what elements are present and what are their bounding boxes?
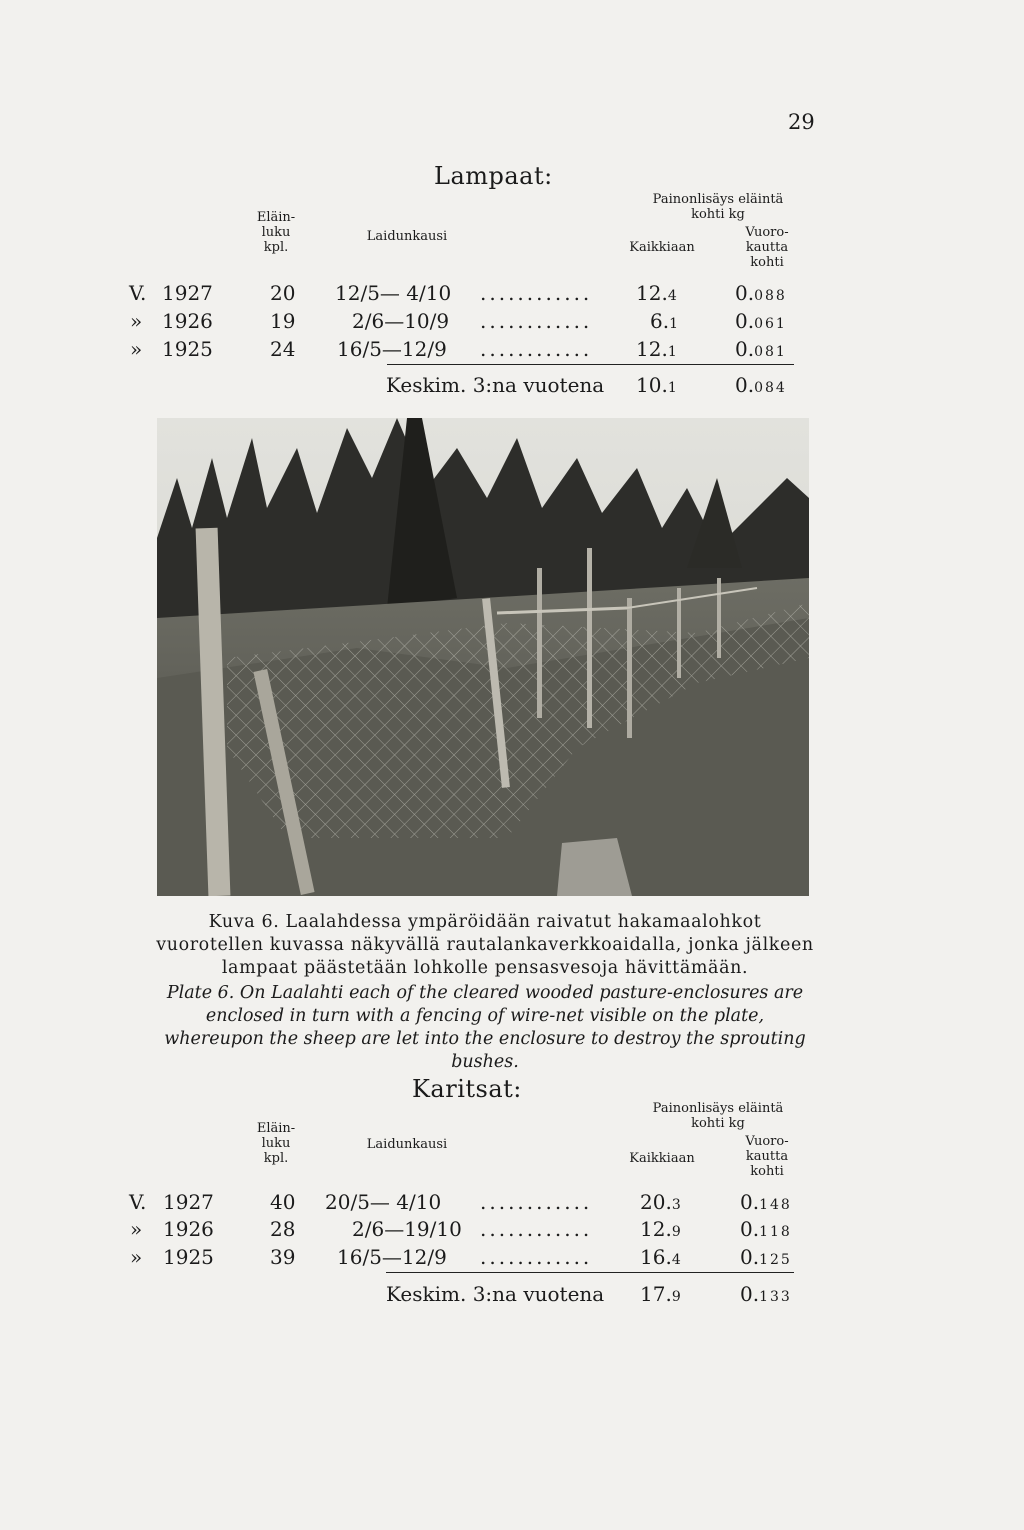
caption-finnish xyxy=(155,911,815,980)
row-per-dec: 061 xyxy=(754,316,787,332)
row-dots: ............ xyxy=(480,281,593,305)
caption-fi-text: Laalahdessa ympäröidään raivatut hakamaalohkot vuorotellen kuvassa näkyvällä rautalankaverkkoaidalla, jonka jälkeen lampaat päästetään lohkolle pensasvesoja hävittämään. xyxy=(156,912,814,978)
row-period: 2/6—10/9 xyxy=(352,309,450,333)
count-header-line2: luku xyxy=(261,225,291,240)
row-dots: ............ xyxy=(480,1245,593,1269)
per-day-line1: Vuoro- xyxy=(745,225,789,240)
row-count: 39 xyxy=(270,1245,296,1269)
sum-rule xyxy=(387,364,794,365)
count-header xyxy=(246,1121,306,1166)
average-label: Keskim. 3:na vuotena xyxy=(386,1282,605,1306)
average-total-dec: 1 xyxy=(667,380,679,396)
count-header-line2: luku xyxy=(261,1136,291,1151)
row-total-int: 12. xyxy=(636,281,668,305)
average-per-int: 0. xyxy=(740,1282,760,1306)
row-per-dec: 118 xyxy=(759,1224,792,1240)
row-dots: ............ xyxy=(480,1217,593,1241)
row-count: 19 xyxy=(270,309,296,333)
photo-caption xyxy=(155,911,815,1074)
photo-fenced-pasture xyxy=(157,418,809,896)
row-year: 1927 xyxy=(162,281,213,305)
period-header: Laidunkausi xyxy=(366,229,448,244)
row-per-int: 0. xyxy=(735,281,755,305)
row-total-dec: 1 xyxy=(667,344,679,360)
average-total-dec: 9 xyxy=(671,1289,683,1305)
row-year: 1926 xyxy=(162,309,213,333)
row-per-int: 0. xyxy=(735,309,755,333)
row-total-dec: 9 xyxy=(671,1224,683,1240)
row-period: 12/5— 4/10 xyxy=(335,281,452,305)
row-total-dec: 3 xyxy=(671,1197,683,1213)
sum-rule xyxy=(386,1272,794,1273)
row-per-dec: 148 xyxy=(759,1197,792,1213)
row-year: 1926 xyxy=(163,1217,214,1241)
row-total-dec: 4 xyxy=(671,1252,683,1268)
table-title-karitsat: Karitsat: xyxy=(412,1075,522,1103)
caption-english xyxy=(155,982,815,1074)
average-per-int: 0. xyxy=(735,373,755,397)
row-total-int: 12. xyxy=(640,1217,672,1241)
row-period: 16/5—12/9 xyxy=(337,337,447,361)
row-total-int: 16. xyxy=(640,1245,672,1269)
row-total-int: 20. xyxy=(640,1190,672,1214)
row-dots: ............ xyxy=(480,309,593,333)
row-prefix: V. xyxy=(129,281,147,305)
caption-fi-label: Kuva 6. xyxy=(208,912,280,932)
row-count: 24 xyxy=(270,337,296,361)
row-period: 20/5— 4/10 xyxy=(325,1190,442,1214)
gain-group-line2: kohti kg xyxy=(691,207,745,222)
count-header-line3: kpl. xyxy=(263,1151,289,1166)
photo-illustration xyxy=(157,418,809,896)
count-header-line1: Eläin- xyxy=(256,1121,296,1136)
row-count: 40 xyxy=(270,1190,296,1214)
row-dots: ............ xyxy=(480,1190,593,1214)
count-header-line3: kpl. xyxy=(263,240,289,255)
gain-group-line2: kohti kg xyxy=(691,1116,745,1131)
row-period: 2/6—19/10 xyxy=(352,1217,462,1241)
count-header xyxy=(246,210,306,255)
total-header: Kaikkiaan xyxy=(629,240,695,255)
average-label: Keskim. 3:na vuotena xyxy=(386,373,605,397)
count-header-line1: Eläin- xyxy=(256,210,296,225)
row-per-dec: 081 xyxy=(754,344,787,360)
average-total-int: 17. xyxy=(640,1282,672,1306)
row-per-dec: 125 xyxy=(759,1252,792,1268)
row-per-int: 0. xyxy=(740,1245,760,1269)
per-day-line2: kautta xyxy=(745,240,789,255)
gain-group-header xyxy=(648,1101,788,1131)
caption-en-text: On Laalahti each of the cleared wooded pasture-enclosures are enclosed in turn with a fencing of wire-net visible on the plate, whereupon the sheep are let into the enclosure to destroy the sprouting bushes. xyxy=(164,983,806,1072)
per-day-line2: kautta xyxy=(745,1149,789,1164)
row-prefix: » xyxy=(130,1245,143,1269)
row-prefix: » xyxy=(130,337,143,361)
row-year: 1925 xyxy=(163,1245,214,1269)
row-prefix: V. xyxy=(129,1190,147,1214)
gain-group-header xyxy=(648,192,788,222)
total-header: Kaikkiaan xyxy=(629,1151,695,1166)
row-total-dec: 4 xyxy=(667,288,679,304)
average-total-int: 10. xyxy=(636,373,668,397)
row-period: 16/5—12/9 xyxy=(337,1245,447,1269)
average-per-dec: 084 xyxy=(754,380,787,396)
row-year: 1927 xyxy=(163,1190,214,1214)
row-total-int: 12. xyxy=(636,337,668,361)
row-total-int: 6. xyxy=(650,309,670,333)
gain-group-line1: Painonlisäys eläintä xyxy=(652,192,784,207)
average-per-dec: 133 xyxy=(759,1289,792,1305)
row-count: 28 xyxy=(270,1217,296,1241)
row-dots: ............ xyxy=(480,337,593,361)
row-prefix: » xyxy=(130,1217,143,1241)
gain-group-line1: Painonlisäys eläintä xyxy=(652,1101,784,1116)
row-per-int: 0. xyxy=(740,1217,760,1241)
row-year: 1925 xyxy=(162,337,213,361)
caption-en-label: Plate 6. xyxy=(166,983,235,1003)
period-header: Laidunkausi xyxy=(366,1137,448,1152)
page-number: 29 xyxy=(788,110,815,134)
per-day-line3: kohti xyxy=(750,1164,784,1179)
row-count: 20 xyxy=(270,281,296,305)
row-prefix: » xyxy=(130,309,143,333)
per-day-line3: kohti xyxy=(750,255,784,270)
per-day-header xyxy=(722,225,812,270)
table-title-lampaat: Lampaat: xyxy=(434,162,553,190)
row-per-int: 0. xyxy=(735,337,755,361)
row-total-dec: 1 xyxy=(669,316,681,332)
row-per-dec: 088 xyxy=(754,288,787,304)
row-per-int: 0. xyxy=(740,1190,760,1214)
per-day-line1: Vuoro- xyxy=(745,1134,789,1149)
per-day-header xyxy=(722,1134,812,1179)
